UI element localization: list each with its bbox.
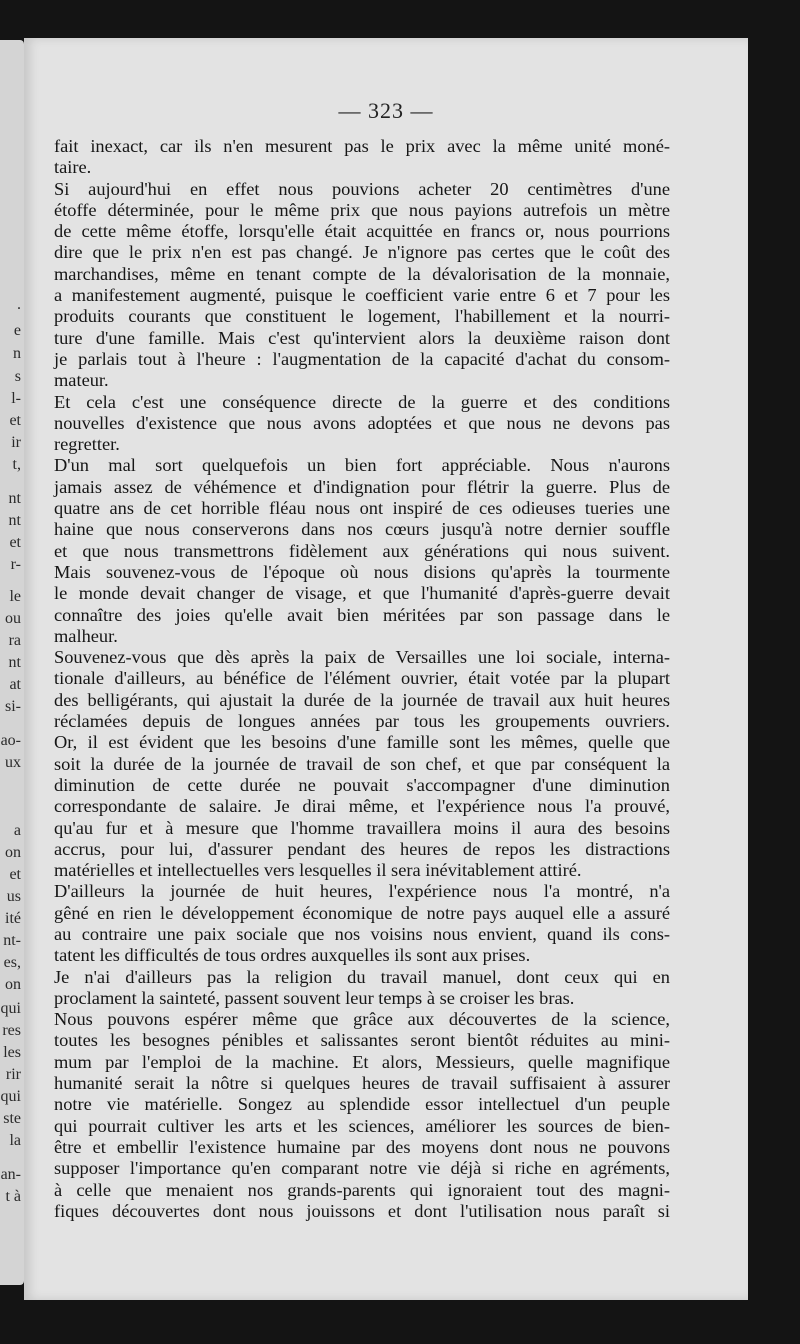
text-line: Nous pouvons espérer même que grâce aux découvertes de la science, xyxy=(54,1009,670,1030)
text-line: D'ailleurs la journée de huit heures, l'expérience nous l'a montré, n'a xyxy=(54,881,670,902)
text-line: D'un mal sort quelquefois un bien fort appréciable. Nous n'aurons xyxy=(54,455,670,476)
text-line: humanité serait la nôtre si quelques heures de travail suffisaient à assurer xyxy=(54,1073,670,1094)
facing-page-fragment: . xyxy=(17,296,21,313)
text-line: fait inexact, car ils n'en mesurent pas le prix avec la même unité moné- xyxy=(54,136,670,156)
facing-page-fragment: es, xyxy=(3,954,21,971)
text-line: qui pourrait cultiver les arts et les sciences, améliorer les sources de bien- xyxy=(54,1115,670,1136)
text-line: tionale d'ailleurs, au bénéfice de l'élément ouvrier, était votée par la plupart xyxy=(54,668,670,689)
text-line: nouvelles d'existence que nous avons adoptées et que nous ne devons pas xyxy=(54,412,670,433)
text-line: Or, il est évident que les besoins d'une famille sont les mêmes, quelle que xyxy=(54,732,670,753)
paragraph xyxy=(54,136,670,179)
body-text xyxy=(54,136,670,1222)
text-line: accrus, pour lui, d'assurer pendant des heures de repos les distractions xyxy=(54,838,670,859)
facing-page-fragment: nt xyxy=(8,490,21,507)
text-line: produits courants que constituent le logement, l'habillement et la nourri- xyxy=(54,306,670,327)
facing-page-fragment: res xyxy=(2,1022,21,1039)
facing-page-fragment: on xyxy=(5,844,21,861)
text-line: soit la durée de la journée de travail de son chef, et que par conséquent la xyxy=(54,753,670,774)
text-line: haine que nous conserverons dans nos cœurs jusqu'à notre dernier souffle xyxy=(54,519,670,540)
facing-page-fragment: on xyxy=(5,976,21,993)
facing-page-fragment: qui xyxy=(0,1088,21,1105)
book-page xyxy=(24,38,748,1300)
text-line: je parlais tout à l'heure : l'augmentation de la capacité d'achat du consom- xyxy=(54,348,670,369)
paragraph xyxy=(54,392,670,456)
text-line: Je n'ai d'ailleurs pas la religion du travail manuel, dont ceux qui en xyxy=(54,966,670,987)
text-line: jamais assez de véhémence et d'indignation pour flétrir la guerre. Plus de xyxy=(54,476,670,497)
text-line: connaître des joies qu'elle avait bien méritées par son passage dans le xyxy=(54,604,670,625)
text-line: toutes les besognes pénibles et salissantes seront bientôt réduites au mini- xyxy=(54,1030,670,1051)
facing-page-fragment: nt xyxy=(8,512,21,529)
text-line: tatent les difficultés de tous ordres auxquelles ils sont aux prises. xyxy=(54,945,531,966)
facing-page-fragment: rir xyxy=(5,1066,21,1083)
facing-page-fragment: ao- xyxy=(0,732,21,749)
facing-page-fragment: ux xyxy=(5,754,21,771)
text-line: malheur. xyxy=(54,625,118,646)
text-line: matérielles et intellectuelles vers lesquelles il sera inévitablement attiré. xyxy=(54,860,582,881)
text-line: regretter. xyxy=(54,434,120,455)
page-number: — 323 — xyxy=(338,98,434,123)
facing-page-fragment: ou xyxy=(5,610,21,627)
facing-page-fragment: us xyxy=(6,888,21,905)
facing-page-fragment: n xyxy=(13,345,21,362)
facing-page-fragment: an- xyxy=(0,1166,21,1183)
facing-page-fragment: l- xyxy=(11,390,21,407)
facing-page-fragment: at xyxy=(9,676,21,693)
facing-page-fragment: r- xyxy=(10,556,21,573)
text-line: mateur. xyxy=(54,370,109,391)
facing-page-edge xyxy=(0,40,24,1285)
text-line: marchandises, même en tenant compte de la dévalorisation de la monnaie, xyxy=(54,263,670,284)
paragraph xyxy=(54,179,670,392)
facing-page-fragment: ra xyxy=(8,632,21,649)
facing-page-fragment: si- xyxy=(5,698,21,715)
paragraph xyxy=(54,1009,670,1222)
text-line: le monde devait changer de visage, et que l'humanité d'après-guerre devait xyxy=(54,583,670,604)
facing-page-fragment: la xyxy=(9,1132,21,1149)
text-line: Si aujourd'hui en effet nous pouvions acheter 20 centimètres d'une xyxy=(54,178,670,199)
facing-page-fragment: ité xyxy=(5,910,21,927)
text-line: diminution de cette durée ne pouvait s'accompagner d'une diminution xyxy=(54,774,670,795)
facing-page-fragment: ste xyxy=(3,1110,21,1127)
text-line: supposer l'importance qu'en comparant notre vie déjà si riche en agréments, xyxy=(54,1158,670,1179)
facing-page-fragment: et xyxy=(9,866,21,883)
text-line: a manifestement augmenté, puisque le coefficient varie entre 6 et 7 pour les xyxy=(54,285,670,306)
text-line: Souvenez-vous que dès après la paix de Versailles une loi sociale, interna- xyxy=(54,647,670,668)
facing-page-fragment: a xyxy=(13,822,21,839)
paragraph xyxy=(54,967,670,1010)
facing-page-fragment: nt xyxy=(8,654,21,671)
text-line: proclament la sainteté, passent souvent leur temps à se croiser les bras. xyxy=(54,987,575,1008)
text-line: à celle que menaient nos grands-parents qui ignoraient tout des magni- xyxy=(54,1179,670,1200)
text-line: mum par l'emploi de la machine. Et alors, Messieurs, quelle magnifique xyxy=(54,1051,670,1072)
paragraph xyxy=(54,455,670,647)
text-line: notre vie matérielle. Songez au splendide essor intellectuel d'un peuple xyxy=(54,1094,670,1115)
text-line: qu'au fur et à mesure que l'homme travaillera moins il aura des besoins xyxy=(54,817,670,838)
facing-page-fragment: qui xyxy=(0,1000,21,1017)
facing-page-fragment: ir xyxy=(11,434,21,451)
facing-page-fragment: nt- xyxy=(3,932,21,949)
text-line: gêné en rien le développement économique de notre pays auquel elle a assuré xyxy=(54,902,670,923)
text-line: quatre ans de cet horrible fléau nous ont inspiré de ces odieuses tueries une xyxy=(54,498,670,519)
facing-page-fragment: s xyxy=(14,368,21,385)
text-line: dire que le prix n'en est pas changé. Je n'ignore pas certes que le coût des xyxy=(54,242,670,263)
text-line: taire. xyxy=(54,157,92,178)
text-line: des belligérants, qui ajustait la durée de la journée de travail aux huit heures xyxy=(54,689,670,710)
text-line: de cette même étoffe, lorsqu'elle était acquittée en francs or, nous pourrions xyxy=(54,221,670,242)
text-line: fiques découvertes dont nous jouissons et dont l'utilisation nous paraît si xyxy=(54,1200,670,1221)
paragraph xyxy=(54,647,670,881)
text-line: réclamées depuis de longues années par tous les groupements ouvriers. xyxy=(54,711,670,732)
text-line: et que nous transmettrons fidèlement aux générations qui nous suivent. xyxy=(54,540,670,561)
text-line: étoffe déterminée, pour le même prix que nous payions autrefois un mètre xyxy=(54,199,670,220)
text-line: Mais souvenez-vous de l'époque où nous disions qu'après la tourmente xyxy=(54,561,670,582)
facing-page-fragment: et xyxy=(9,534,21,551)
facing-page-fragment: e xyxy=(13,322,21,339)
text-line: ture d'une famille. Mais c'est qu'intervient alors la deuxième raison dont xyxy=(54,327,670,348)
facing-page-fragment: les xyxy=(3,1044,21,1061)
text-line: être et embellir l'existence humaine par des moyens dont nous ne pouvons xyxy=(54,1136,670,1157)
facing-page-fragment: le xyxy=(9,588,21,605)
text-line: au contraire une paix sociale que nos voisins nous envient, quand ils cons- xyxy=(54,923,670,944)
text-line: Et cela c'est une conséquence directe de la guerre et des conditions xyxy=(54,391,670,412)
facing-page-fragment: t à xyxy=(5,1188,21,1205)
facing-page-fragment: et xyxy=(9,412,21,429)
text-line: correspondante de salaire. Je dirai même, et l'expérience nous l'a prouvé, xyxy=(54,796,670,817)
paragraph xyxy=(54,881,670,966)
facing-page-fragment: t, xyxy=(12,456,21,473)
